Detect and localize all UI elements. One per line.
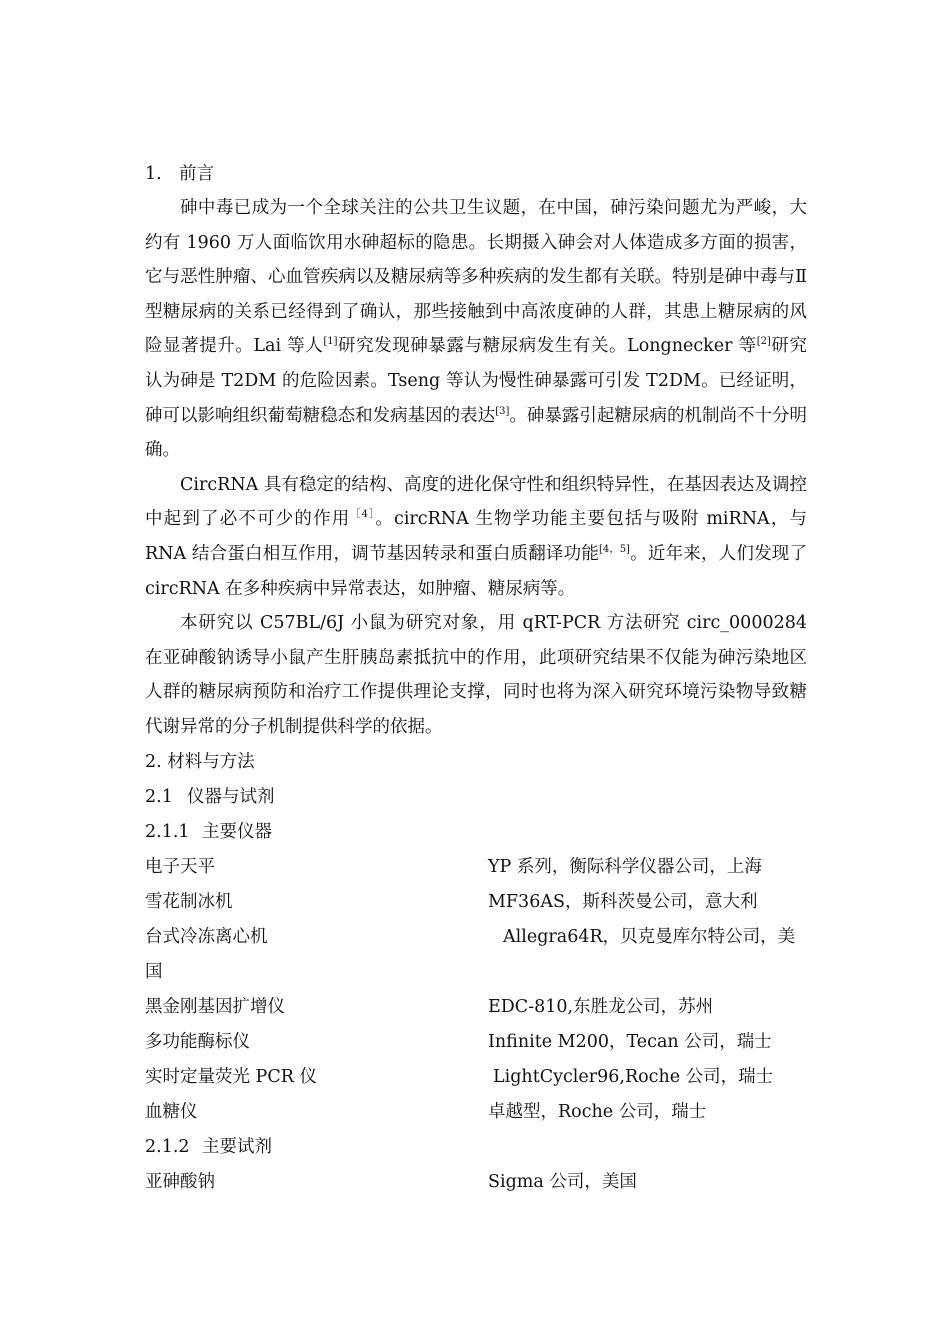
- section-number: 1.: [145, 164, 162, 184]
- citation: [3]: [495, 405, 510, 417]
- subsection-heading-2-1-2: 2.1.2 主要试剂: [145, 1136, 272, 1157]
- reagent-detail: Sigma 公司，美国: [488, 1171, 637, 1192]
- instrument-name: 黑金刚基因扩增仪: [145, 996, 285, 1017]
- subsection-heading-2-1: 2.1 仪器与试剂: [145, 786, 275, 807]
- section-heading-methods: 2. 材料与方法: [145, 751, 255, 772]
- instrument-row: [145, 885, 807, 920]
- instrument-name: 实时定量荧光 PCR 仪: [145, 1066, 317, 1087]
- instrument-row: [145, 1060, 807, 1095]
- instrument-detail: Allegra64R，贝克曼库尔特公司，美: [503, 926, 796, 947]
- section-heading-intro: [145, 158, 807, 191]
- instrument-row: [145, 1025, 807, 1060]
- instrument-row: [145, 990, 807, 1025]
- instrument-detail: LightCycler96,Roche 公司，瑞士: [493, 1066, 774, 1087]
- intro-paragraph-3: 本研究以 C57BL/6J 小鼠为研究对象，用 qRT-PCR 方法研究 circ_0000284 在亚砷酸钠诱导小鼠产生肝胰岛素抵抗中的作用，此项研究结果不仅能为砷污染地区人群的糖尿病预防和治疗工作提供理论支撑，同时也将为深入研究环境污染物导致糖代谢异常的分子机制提供科学的依据。: [145, 613, 807, 737]
- reagent-row: [145, 1165, 807, 1200]
- intro-paragraph-2: CircRNA 具有稳定的结构、高度的进化保守性和组织特异性，在基因表达及调控中起到了必不可少的作用$^{[4]}$。circRNA 生物学功能主要包括与吸附 miRNA，与 RNA 结合蛋白相互作用，调节基因转录和蛋白质翻译功能[4，5]。近年来，人们发现了 circRNA 在多种疾病中异常表达，如肿瘤、糖尿病等。: [145, 474, 808, 599]
- instrument-name: 多功能酶标仪: [145, 1031, 250, 1052]
- reagent-name: 亚砷酸钠: [145, 1171, 215, 1192]
- section-title: 前言: [179, 164, 214, 184]
- instrument-name: 台式冷冻离心机: [145, 926, 268, 947]
- citation: [2]: [756, 336, 771, 348]
- instrument-row: [145, 920, 807, 990]
- instrument-detail-continued: 国: [145, 961, 163, 982]
- instrument-row: [145, 1095, 807, 1130]
- instrument-detail: Infinite M200，Tecan 公司，瑞士: [488, 1031, 772, 1052]
- subsection-heading-2-1-1: 2.1.1 主要仪器: [145, 821, 272, 842]
- citation: ［4］: [350, 509, 376, 521]
- intro-paragraph-1: 砷中毒已成为一个全球关注的公共卫生议题，在中国，砷污染问题尤为严峻，大约有 1960 万人面临饮用水砷超标的隐患。长期摄入砷会对人体造成多方面的损害，它与恶性肿瘤、心血管疾病以及糖尿病等多种疾病的发生都有关联。特别是砷中毒与Ⅱ型糖尿病的关系已经得到了确认，那些接触到中高浓度砷的人群，其患上糖尿病的风险显著提升。Lai 等人[1]研究发现砷暴露与糖尿病发生有关。Longnecker 等[2]研究认为砷是 T2DM 的危险因素。Tseng 等认为慢性砷暴露可引发 T2DM。已经证明，砷可以影响组织葡萄糖稳态和发病基因的表达[3]。砷暴露引起糖尿病的机制尚不十分明确。: [145, 198, 808, 461]
- paper-page: [145, 158, 807, 1200]
- instrument-detail: YP 系列，衡际科学仪器公司，上海: [488, 856, 762, 877]
- instrument-row: [145, 850, 807, 885]
- instrument-detail: EDC-810,东胜龙公司，苏州: [488, 996, 714, 1017]
- instrument-detail: MF36AS，斯科茨曼公司，意大利: [488, 891, 758, 912]
- citation: [1]: [323, 336, 338, 348]
- instrument-name: 雪花制冰机: [145, 891, 233, 912]
- instrument-detail: 卓越型，Roche 公司，瑞士: [488, 1101, 707, 1122]
- instrument-name: 血糖仪: [145, 1101, 198, 1122]
- citation: [4，5]: [599, 543, 630, 555]
- instrument-name: 电子天平: [145, 856, 215, 877]
